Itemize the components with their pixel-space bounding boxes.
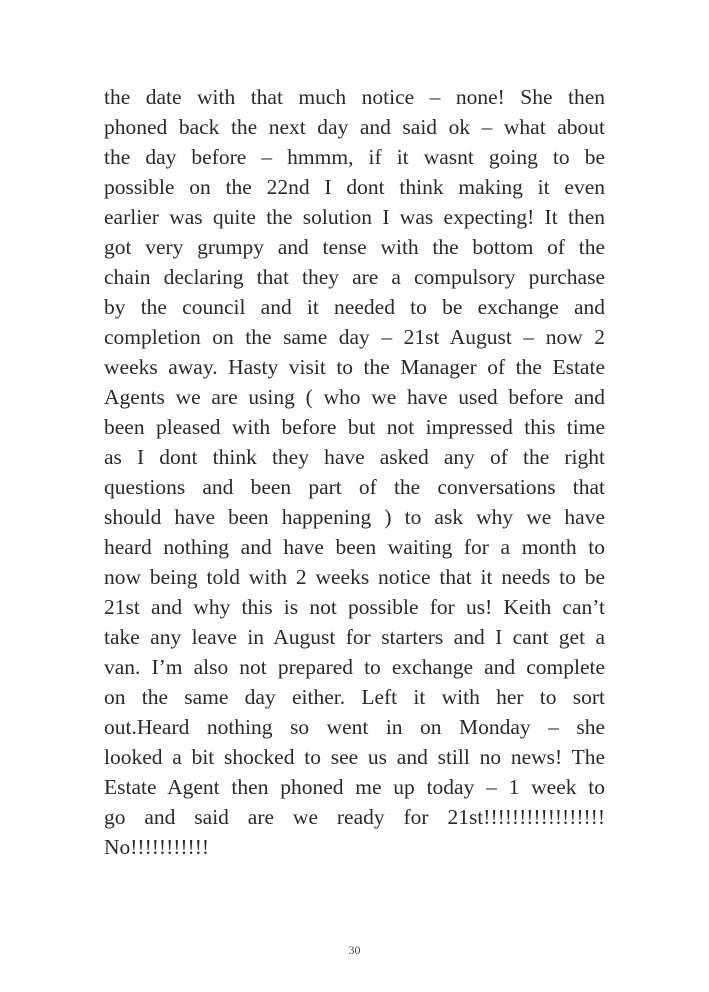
text-line: No!!!!!!!!!!!: [104, 835, 210, 859]
text-line: take any leave in August for starters and I cant get a: [104, 625, 605, 649]
text-line: on the same day either. Left it with her to sort: [104, 685, 605, 709]
text-line: by the council and it needed to be exchange and: [104, 295, 605, 319]
text-line: should have been happening ) to ask why we have: [104, 505, 605, 529]
text-line: possible on the 22nd I dont think making it even: [104, 175, 605, 199]
text-line: Agents we are using ( who we have used before and: [104, 385, 605, 409]
text-line: go and said are we ready for 21st!!!!!!!!!!!!!!!!!: [104, 805, 605, 829]
text-line: phoned back the next day and said ok – what about: [104, 115, 605, 139]
text-line: looked a bit shocked to see us and still no news! The: [104, 745, 605, 769]
text-line: van. I’m also not prepared to exchange and complete: [104, 655, 605, 679]
text-line: the date with that much notice – none! She then: [104, 85, 605, 109]
text-line: heard nothing and have been waiting for a month to: [104, 535, 605, 559]
text-line: earlier was quite the solution I was expecting! It then: [104, 205, 605, 229]
text-line: the day before – hmmm, if it wasnt going to be: [104, 145, 605, 169]
text-line: weeks away. Hasty visit to the Manager of the Estate: [104, 355, 605, 379]
text-line: completion on the same day – 21st August – now 2: [104, 325, 605, 349]
text-line: questions and been part of the conversations that: [104, 475, 605, 499]
page-number: 30: [348, 943, 361, 957]
text-line: now being told with 2 weeks notice that it needs to be: [104, 565, 605, 589]
text-line: as I dont think they have asked any of the right: [104, 445, 605, 469]
text-line: been pleased with before but not impressed this time: [104, 415, 605, 439]
text-line: Estate Agent then phoned me up today – 1 week to: [104, 775, 605, 799]
text-line: out.Heard nothing so went in on Monday – she: [104, 715, 605, 739]
text-line: 21st and why this is not possible for us! Keith can’t: [104, 595, 605, 619]
body-text: [104, 82, 605, 862]
text-line: chain declaring that they are a compulsory purchase: [104, 265, 605, 289]
text-line: got very grumpy and tense with the bottom of the: [104, 235, 605, 259]
